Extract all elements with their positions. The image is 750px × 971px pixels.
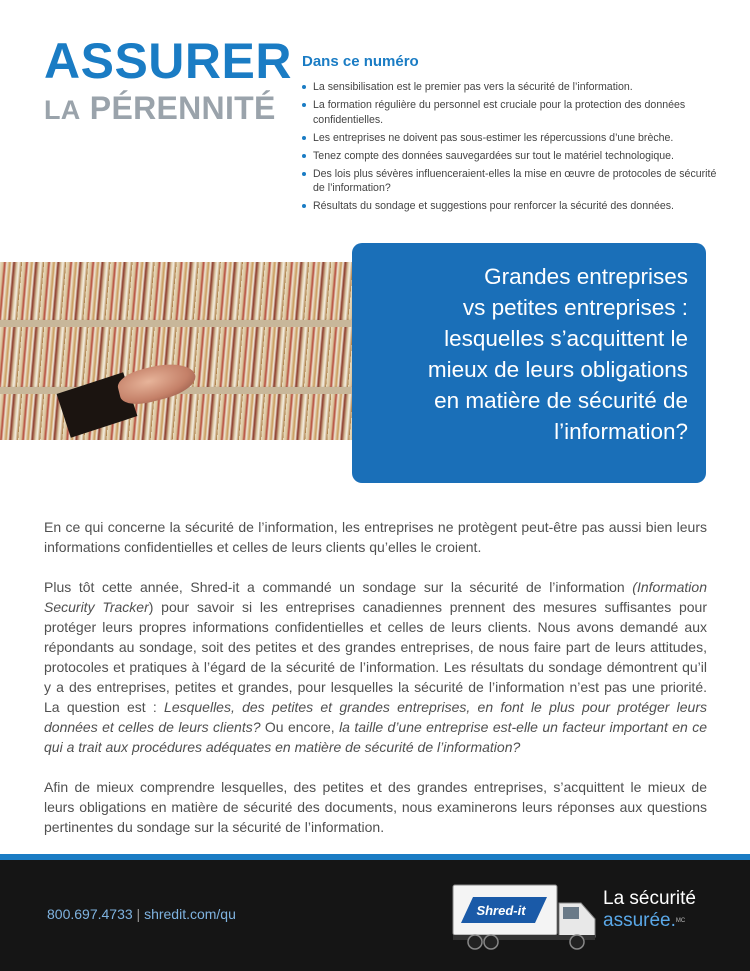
headline-box: [352, 243, 706, 483]
paragraph-2-text-a: Plus tôt cette année, Shred-it a commandé un sondage sur la sécurité de l’information: [44, 579, 633, 595]
website-link[interactable]: shredit.com/qu: [144, 906, 236, 922]
phone-number: 800.697.4733: [47, 906, 133, 922]
paragraph-2-emphasis-1: (Information Security Tracker: [44, 579, 707, 615]
paragraph-2-emphasis-2: Lesquelles, des petites et grandes entreprises, en font le plus pour protéger leurs données et celles de leurs clients?: [44, 699, 707, 735]
contact-line: [47, 906, 236, 922]
paragraph-2-text-b: ) pour savoir si les entreprises canadiennes prennent des mesures suffisantes pour protéger leurs propres informations confidentielles et celles de leurs clients. Nous avons demandé aux répondants au sondage, soit des petites et des grandes entreprises, de nous faire part de leurs attitudes, protocoles et pratiques à l’égard de la sécurité de l’information. Les résultats du sondage démontrent qu’il y a des entreprises, petites et grandes, pour lesquelles la sécurité de l’information n’est pas une priorité. La question est :: [44, 599, 707, 715]
toc-item: Tenez compte des données sauvegardées sur tout le matériel technologique.: [302, 149, 722, 164]
table-of-contents: [302, 53, 722, 217]
headline: [370, 261, 688, 447]
toc-item: La sensibilisation est le premier pas vers la sécurité de l’information.: [302, 80, 722, 95]
headline-line: lesquelles s’acquittent le: [444, 326, 688, 351]
toc-title: Dans ce numéro: [302, 53, 419, 70]
toc-item: La formation régulière du personnel est cruciale pour la protection des données confidentielles.: [302, 98, 722, 127]
tagline-line-1: La sécurité: [603, 888, 696, 909]
masthead-subtitle-la: LA: [44, 95, 81, 125]
contact-separator: |: [136, 906, 141, 922]
paragraph-2-emphasis-3: la taille d’une entreprise est-elle un facteur important en ce qui a trait aux procédures adéquates en matière de sécurité de l’information?: [44, 719, 707, 755]
headline-line: vs petites entreprises :: [462, 295, 688, 320]
headline-line: en matière de sécurité de: [434, 388, 688, 413]
masthead-subtitle-word: PÉRENNITÉ: [89, 90, 276, 126]
tagline-line-2-text: assurée.: [603, 910, 676, 931]
paragraph-2: [44, 577, 707, 757]
paragraph-2-text-c: Ou encore,: [260, 719, 340, 735]
masthead-title: ASSURER: [44, 33, 292, 89]
shred-it-truck-logo: [451, 879, 601, 951]
tagline: [603, 888, 723, 932]
toc-item: Résultats du sondage et suggestions pour renforcer la sécurité des données.: [302, 199, 722, 214]
truck-logo-text: Shred-it: [476, 903, 526, 918]
toc-item: Des lois plus sévères influenceraient-elles la mise en œuvre de protocoles de sécurité de l’information?: [302, 167, 722, 196]
article-body: [44, 517, 707, 857]
paragraph-3: Afin de mieux comprendre lesquelles, des petites et des grandes entreprises, s’acquittent le mieux de leurs obligations en matière de sécurité des documents, nous examinerons leurs réponses aux questions pertinentes du sondage sur la sécurité de l’information.: [44, 779, 707, 835]
toc-list: [302, 80, 722, 214]
tagline-line-2: [603, 910, 723, 932]
trademark-mark: MC: [675, 918, 686, 924]
footer: [0, 860, 750, 971]
headline-line: Grandes entreprises: [484, 264, 688, 289]
headline-line: l’information?: [554, 419, 688, 444]
masthead-subtitle: [44, 90, 292, 128]
headline-line: mieux de leurs obligations: [427, 357, 688, 382]
toc-item: Les entreprises ne doivent pas sous-estimer les répercussions d’une brèche.: [302, 131, 722, 146]
paragraph-1: En ce qui concerne la sécurité de l’information, les entreprises ne protègent peut-être pas aussi bien leurs informations confidentielles et celles de leurs clients qu’elles le croient.: [44, 519, 707, 555]
masthead: [44, 33, 292, 128]
